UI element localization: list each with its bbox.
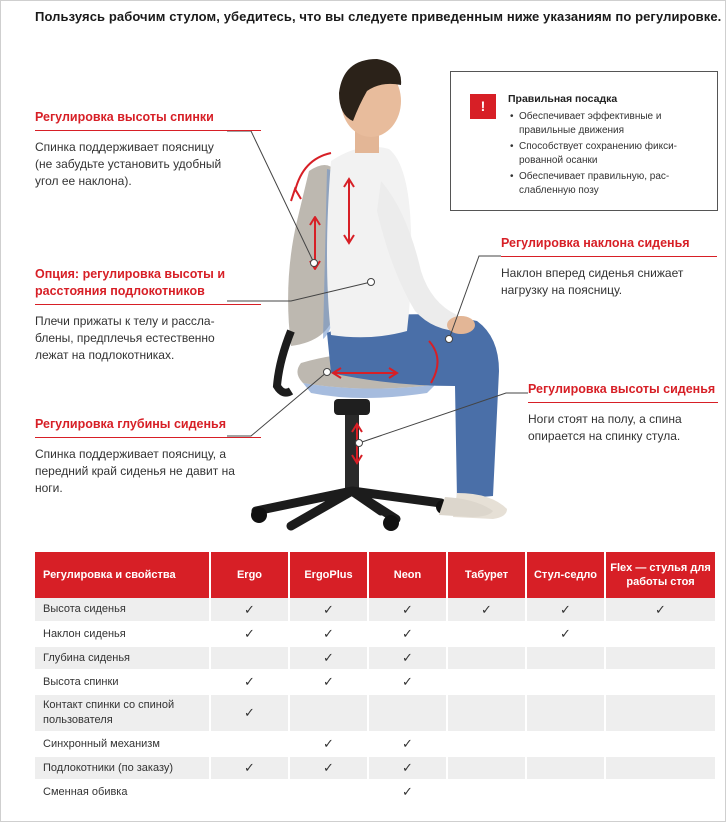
checkmark-icon: ✓ bbox=[323, 626, 334, 641]
table-header-row bbox=[35, 552, 716, 598]
row-label: Глубина сиденья bbox=[35, 646, 210, 670]
table-cell bbox=[605, 780, 716, 804]
table-cell bbox=[447, 756, 526, 780]
callout-text: Спинка поддерживает поясницу, а передний край сиденья не давит на ноги. bbox=[35, 447, 235, 495]
table-row bbox=[35, 756, 716, 780]
table-cell bbox=[368, 646, 447, 670]
notice-item: • Способствует сохранению фикси-рованной осанки bbox=[519, 140, 709, 168]
table-cell bbox=[289, 622, 368, 646]
callout-rule bbox=[501, 256, 717, 257]
callout-rule bbox=[35, 130, 261, 131]
checkmark-icon: ✓ bbox=[323, 674, 334, 689]
table-cell bbox=[605, 732, 716, 756]
notice-item: • Обеспечивает эффективные и правильные движения bbox=[519, 110, 709, 138]
table-body bbox=[35, 598, 716, 804]
row-label: Высота сиденья bbox=[35, 598, 210, 622]
table-cell bbox=[289, 646, 368, 670]
row-label: Синхронный механизм bbox=[35, 732, 210, 756]
table-cell bbox=[368, 622, 447, 646]
checkmark-icon: ✓ bbox=[323, 736, 334, 751]
table-row bbox=[35, 646, 716, 670]
row-label: Контакт спинки со спиной пользователя bbox=[35, 694, 210, 732]
checkmark-icon: ✓ bbox=[244, 705, 255, 720]
table-cell bbox=[447, 622, 526, 646]
table-cell bbox=[526, 598, 605, 622]
row-label: Высота спинки bbox=[35, 670, 210, 694]
checkmark-icon: ✓ bbox=[560, 626, 571, 641]
callout-rule bbox=[35, 304, 261, 305]
table-cell bbox=[210, 622, 289, 646]
table-header-cell: ErgoPlus bbox=[289, 552, 368, 598]
table-cell bbox=[368, 670, 447, 694]
callout-rule bbox=[528, 402, 718, 403]
checkmark-icon: ✓ bbox=[402, 784, 413, 799]
checkmark-icon: ✓ bbox=[244, 760, 255, 775]
table-cell bbox=[526, 646, 605, 670]
checkmark-icon: ✓ bbox=[244, 601, 255, 617]
table-cell bbox=[210, 780, 289, 804]
checkmark-icon: ✓ bbox=[402, 736, 413, 751]
checkmark-icon: ✓ bbox=[481, 601, 492, 617]
table-header-cell: Табурет bbox=[447, 552, 526, 598]
table-cell bbox=[210, 646, 289, 670]
table-header-cell: Ergo bbox=[210, 552, 289, 598]
callout-backrest-height bbox=[35, 109, 261, 190]
table-cell bbox=[605, 694, 716, 732]
table-cell bbox=[210, 598, 289, 622]
callout-title: Регулировка наклона сиденья bbox=[501, 236, 690, 250]
table-cell bbox=[605, 670, 716, 694]
table-cell bbox=[289, 780, 368, 804]
checkmark-icon: ✓ bbox=[560, 601, 571, 617]
checkmark-icon: ✓ bbox=[323, 760, 334, 775]
table-cell bbox=[289, 598, 368, 622]
callout-title: Регулировка высоты спинки bbox=[35, 110, 214, 124]
checkmark-icon: ✓ bbox=[402, 601, 413, 617]
table-row bbox=[35, 780, 716, 804]
person-head bbox=[339, 59, 401, 153]
table-cell bbox=[447, 670, 526, 694]
correct-posture-notice bbox=[450, 71, 718, 211]
table-header-cell: Neon bbox=[368, 552, 447, 598]
callout-rule bbox=[35, 437, 261, 438]
table-cell bbox=[289, 756, 368, 780]
table-cell bbox=[368, 732, 447, 756]
table-cell bbox=[605, 756, 716, 780]
table-cell bbox=[447, 732, 526, 756]
callout-text: Плечи прижаты к телу и рассла-блены, предплечья естественно лежат на подлокотниках. bbox=[35, 314, 215, 362]
table-row bbox=[35, 732, 716, 756]
table-header-cell: Регулировка и свойства bbox=[35, 552, 210, 598]
table-cell bbox=[447, 780, 526, 804]
table-cell bbox=[210, 694, 289, 732]
callout-seat-height bbox=[528, 381, 718, 445]
checkmark-icon: ✓ bbox=[402, 760, 413, 775]
warning-icon: ! bbox=[470, 94, 496, 119]
callout-title: Опция: регулировка высоты и расстояния подлокотников bbox=[35, 267, 226, 298]
table-cell bbox=[447, 598, 526, 622]
table-row bbox=[35, 598, 716, 622]
table-cell bbox=[447, 646, 526, 670]
notice-title: Правильная посадка bbox=[508, 93, 618, 105]
table-cell bbox=[447, 694, 526, 732]
callout-text: Ноги стоят на полу, а спина опирается на спинку стула. bbox=[528, 412, 682, 443]
table-cell bbox=[526, 622, 605, 646]
table-cell bbox=[526, 670, 605, 694]
table-row bbox=[35, 670, 716, 694]
table-row bbox=[35, 622, 716, 646]
table-header-cell: Flex — стулья для работы стоя bbox=[605, 552, 716, 598]
checkmark-icon: ✓ bbox=[323, 650, 334, 665]
table-cell bbox=[210, 756, 289, 780]
notice-item: • Обеспечивает правильную, рас-слабленную позу bbox=[519, 170, 709, 198]
checkmark-icon: ✓ bbox=[655, 601, 666, 617]
notice-list bbox=[519, 110, 709, 200]
table-cell bbox=[210, 732, 289, 756]
callout-title: Регулировка глубины сиденья bbox=[35, 417, 227, 431]
table-cell bbox=[289, 670, 368, 694]
table-cell bbox=[289, 694, 368, 732]
table-cell bbox=[368, 598, 447, 622]
row-label: Наклон сиденья bbox=[35, 622, 210, 646]
table-cell bbox=[526, 756, 605, 780]
table-cell bbox=[526, 732, 605, 756]
table-cell bbox=[368, 780, 447, 804]
callout-text: Спинка поддерживает поясницу (не забудьте установить удобный угол ее наклона). bbox=[35, 140, 222, 188]
row-label: Подлокотники (по заказу) bbox=[35, 756, 210, 780]
table-cell bbox=[605, 598, 716, 622]
table-header-cell: Стул-седло bbox=[526, 552, 605, 598]
checkmark-icon: ✓ bbox=[244, 626, 255, 641]
table-cell bbox=[210, 670, 289, 694]
table-cell bbox=[605, 646, 716, 670]
callout-text: Наклон вперед сиденья снижает нагрузку на поясницу. bbox=[501, 266, 684, 297]
table-cell bbox=[526, 694, 605, 732]
page-headline: Пользуясь рабочим стулом, убедитесь, что вы следуете приведенным ниже указаниям по регулировке. bbox=[35, 9, 722, 24]
callout-title: Регулировка высоты сиденья bbox=[528, 382, 716, 396]
adjustment-properties-table bbox=[35, 552, 717, 805]
table-cell bbox=[289, 732, 368, 756]
table-cell bbox=[526, 780, 605, 804]
checkmark-icon: ✓ bbox=[323, 601, 334, 617]
checkmark-icon: ✓ bbox=[244, 674, 255, 689]
table-cell bbox=[605, 622, 716, 646]
row-label: Сменная обивка bbox=[35, 780, 210, 804]
table-cell bbox=[368, 756, 447, 780]
checkmark-icon: ✓ bbox=[402, 674, 413, 689]
callout-seat-tilt bbox=[501, 235, 717, 299]
table-row bbox=[35, 694, 716, 732]
callout-seat-depth bbox=[35, 416, 261, 497]
callout-armrests bbox=[35, 266, 261, 364]
table-cell bbox=[368, 694, 447, 732]
checkmark-icon: ✓ bbox=[402, 626, 413, 641]
chair-base bbox=[251, 399, 450, 531]
checkmark-icon: ✓ bbox=[402, 650, 413, 665]
